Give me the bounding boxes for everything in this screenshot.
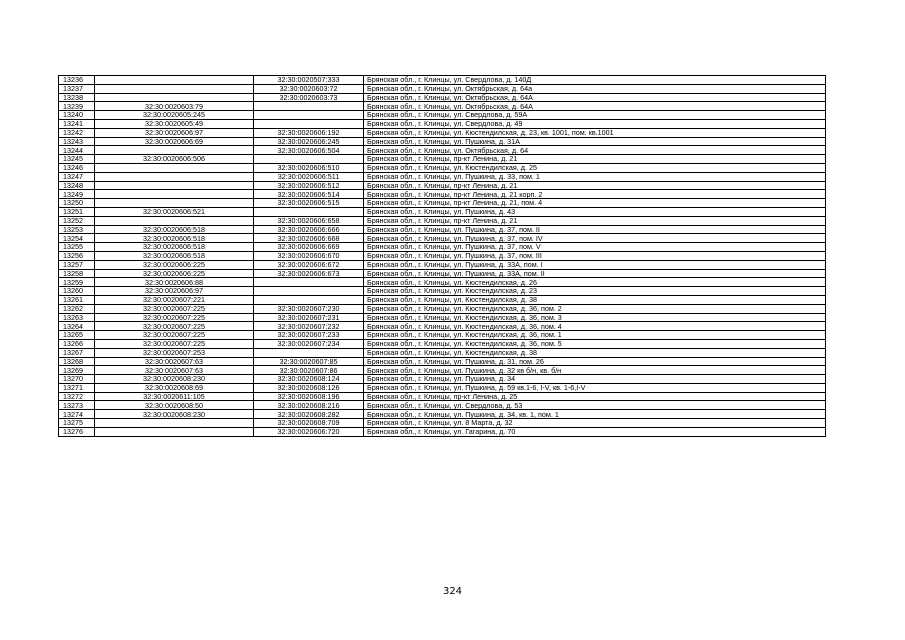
address-cell: Брянская обл., г. Клинцы, ул. Пушкина, д. 31, пом. 26 [364, 357, 826, 366]
table-row [59, 322, 826, 331]
table-row [59, 234, 826, 243]
row-number-cell: 13269 [59, 366, 95, 375]
cadastral-number-cell [95, 216, 254, 225]
object-cadastral-number-cell [254, 111, 364, 120]
table-row [59, 278, 826, 287]
object-cadastral-number-cell [254, 295, 364, 304]
address-cell: Брянская обл., г. Клинцы, ул. Свердлова, д. 53 [364, 401, 826, 410]
object-cadastral-number-cell: 32:30:0020607:232 [254, 322, 364, 331]
cadastral-number-cell: 32:30:0020607:253 [95, 348, 254, 357]
row-number-cell: 13251 [59, 207, 95, 216]
address-cell: Брянская обл., г. Клинцы, ул. Кюстендилская, д. 36, пом. 5 [364, 339, 826, 348]
object-cadastral-number-cell: 32:30:0020606:672 [254, 260, 364, 269]
address-cell: Брянская обл., г. Клинцы, ул. Кюстендилская, д. 38 [364, 295, 826, 304]
table-row [59, 269, 826, 278]
page-number: 324 [442, 586, 463, 597]
cadastral-number-cell: 32:30:0020608:69 [95, 383, 254, 392]
address-cell: Брянская обл., г. Клинцы, ул. Октябрьская, д. 64а [364, 84, 826, 93]
cadastral-number-cell [95, 181, 254, 190]
address-cell: Брянская обл., г. Клинцы, ул. Пушкина, д. 31А [364, 137, 826, 146]
address-cell: Брянская обл., г. Клинцы, пр-кт Ленина, д. 25 [364, 392, 826, 401]
object-cadastral-number-cell: 32:30:0020608:709 [254, 419, 364, 428]
table-row [59, 313, 826, 322]
table-row [59, 419, 826, 428]
cadastral-number-cell: 32:30:0020606:518 [95, 243, 254, 252]
table-row [59, 111, 826, 120]
row-number-cell: 13264 [59, 322, 95, 331]
table-row [59, 146, 826, 155]
row-number-cell: 13239 [59, 102, 95, 111]
object-cadastral-number-cell: 32:30:0020606:669 [254, 243, 364, 252]
object-cadastral-number-cell: 32:30:0020606:720 [254, 427, 364, 436]
address-cell: Брянская обл., г. Клинцы, ул. Пушкина, д. 37, пом. V [364, 243, 826, 252]
cadastral-number-cell [95, 172, 254, 181]
cadastral-number-cell: 32:30:0020607:225 [95, 339, 254, 348]
address-cell: Брянская обл., г. Клинцы, ул. Пушкина, д. 37, пом. III [364, 251, 826, 260]
object-cadastral-number-cell: 32:30:0020606:510 [254, 163, 364, 172]
row-number-cell: 13256 [59, 251, 95, 260]
object-cadastral-number-cell: 32:30:0020607:230 [254, 304, 364, 313]
address-cell: Брянская обл., г. Клинцы, ул. Октябрьская, д. 64 [364, 146, 826, 155]
table-row [59, 383, 826, 392]
table-row [59, 366, 826, 375]
table-row [59, 392, 826, 401]
address-cell: Брянская обл., г. Клинцы, ул. Пушкина, д. 59 кв.1-6, I-V, кв. 1-6,I-V [364, 383, 826, 392]
cadastral-number-cell: 32:30:0020606:506 [95, 155, 254, 164]
cadastral-number-cell: 32:30:0020606:97 [95, 287, 254, 296]
object-cadastral-number-cell: 32:30:0020606:666 [254, 225, 364, 234]
cadastral-number-cell: 32:30:0020607:225 [95, 331, 254, 340]
row-number-cell: 13243 [59, 137, 95, 146]
row-number-cell: 13272 [59, 392, 95, 401]
object-cadastral-number-cell: 32:30:0020606:658 [254, 216, 364, 225]
table-row [59, 93, 826, 102]
cadastral-number-cell: 32:30:0020605:49 [95, 119, 254, 128]
cadastral-number-cell [95, 163, 254, 172]
address-cell: Брянская обл., г. Клинцы, пр-кт Ленина, д. 21 [364, 155, 826, 164]
address-cell: Брянская обл., г. Клинцы, ул. Октябрьская, д. 64А [364, 102, 826, 111]
row-number-cell: 13240 [59, 111, 95, 120]
cadastral-number-cell: 32:30:0020606:225 [95, 260, 254, 269]
table-row [59, 102, 826, 111]
table-row [59, 76, 826, 85]
address-cell: Брянская обл., г. Клинцы, пр-кт Ленина, д. 21, пом. 4 [364, 199, 826, 208]
object-cadastral-number-cell: 32:30:0020607:231 [254, 313, 364, 322]
row-number-cell: 13250 [59, 199, 95, 208]
row-number-cell: 13246 [59, 163, 95, 172]
cadastral-number-cell: 32:30:0020607:221 [95, 295, 254, 304]
cadastral-number-cell: 32:30:0020607:225 [95, 322, 254, 331]
table-row [59, 207, 826, 216]
row-number-cell: 13237 [59, 84, 95, 93]
object-cadastral-number-cell: 32:30:0020606:514 [254, 190, 364, 199]
cadastral-number-cell: 32:30:0020611:105 [95, 392, 254, 401]
table-row [59, 216, 826, 225]
address-cell: Брянская обл., г. Клинцы, пр-кт Ленина, д. 21 корп. 2 [364, 190, 826, 199]
address-cell: Брянская обл., г. Клинцы, ул. Пушкина, д. 43 [364, 207, 826, 216]
object-cadastral-number-cell: 32:30:0020603:72 [254, 84, 364, 93]
address-cell: Брянская обл., г. Клинцы, ул. Свердлова, д. 49 [364, 119, 826, 128]
row-number-cell: 13270 [59, 375, 95, 384]
table-row [59, 243, 826, 252]
address-cell: Брянская обл., г. Клинцы, ул. Свердлова, д. 59А [364, 111, 826, 120]
cadastral-number-cell: 32:30:0020606:518 [95, 225, 254, 234]
cadastral-number-cell: 32:30:0020606:518 [95, 234, 254, 243]
object-cadastral-number-cell [254, 102, 364, 111]
row-number-cell: 13253 [59, 225, 95, 234]
object-cadastral-number-cell: 32:30:0020608:216 [254, 401, 364, 410]
object-cadastral-number-cell [254, 348, 364, 357]
registry-table-body [59, 76, 826, 437]
address-cell: Брянская обл., г. Клинцы, ул. Октябрьская, д. 64А [364, 93, 826, 102]
object-cadastral-number-cell: 32:30:0020607:234 [254, 339, 364, 348]
table-row [59, 163, 826, 172]
object-cadastral-number-cell: 32:30:0020606:673 [254, 269, 364, 278]
address-cell: Брянская обл., г. Клинцы, ул. Кюстендилская, д. 36, пом. 2 [364, 304, 826, 313]
address-cell: Брянская обл., г. Клинцы, ул. 8 Марта, д. 32 [364, 419, 826, 428]
table-row [59, 357, 826, 366]
table-row [59, 410, 826, 419]
table-row [59, 295, 826, 304]
cadastral-number-cell: 32:30:0020607:225 [95, 304, 254, 313]
row-number-cell: 13248 [59, 181, 95, 190]
cadastral-number-cell [95, 190, 254, 199]
address-cell: Брянская обл., г. Клинцы, ул. Кюстендилская, д. 23 [364, 287, 826, 296]
cadastral-number-cell [95, 419, 254, 428]
address-cell: Брянская обл., г. Клинцы, ул. Кюстендилская, д. 26 [364, 278, 826, 287]
address-cell: Брянская обл., г. Клинцы, ул. Пушкина, д. 33А, пом. I [364, 260, 826, 269]
row-number-cell: 13268 [59, 357, 95, 366]
row-number-cell: 13252 [59, 216, 95, 225]
address-cell: Брянская обл., г. Клинцы, пр-кт Ленина, д. 21 [364, 216, 826, 225]
object-cadastral-number-cell: 32:30:0020608:196 [254, 392, 364, 401]
table-row [59, 304, 826, 313]
table-row [59, 225, 826, 234]
object-cadastral-number-cell: 32:30:0020603:73 [254, 93, 364, 102]
object-cadastral-number-cell [254, 119, 364, 128]
row-number-cell: 13236 [59, 76, 95, 85]
row-number-cell: 13262 [59, 304, 95, 313]
address-cell: Брянская обл., г. Клинцы, ул. Кюстендилская, д. 36, пом. 3 [364, 313, 826, 322]
cadastral-number-cell [95, 93, 254, 102]
object-cadastral-number-cell: 32:30:0020606:670 [254, 251, 364, 260]
object-cadastral-number-cell: 32:30:0020606:515 [254, 199, 364, 208]
table-row [59, 155, 826, 164]
object-cadastral-number-cell: 32:30:0020606:511 [254, 172, 364, 181]
object-cadastral-number-cell: 32:30:0020607:86 [254, 366, 364, 375]
address-cell: Брянская обл., г. Клинцы, ул. Пушкина, д. 37, пом. IV [364, 234, 826, 243]
cadastral-number-cell [95, 199, 254, 208]
table-row [59, 181, 826, 190]
cadastral-number-cell: 32:30:0020606:521 [95, 207, 254, 216]
table-row [59, 287, 826, 296]
row-number-cell: 13245 [59, 155, 95, 164]
object-cadastral-number-cell [254, 207, 364, 216]
row-number-cell: 13255 [59, 243, 95, 252]
address-cell: Брянская обл., г. Клинцы, ул. Кюстендилская, д. 25 [364, 163, 826, 172]
row-number-cell: 13242 [59, 128, 95, 137]
address-cell: Брянская обл., г. Клинцы, ул. Пушкина, д. 34, кв. 1, пом. 1 [364, 410, 826, 419]
address-cell: Брянская обл., г. Клинцы, ул. Свердлова, д. 140Д [364, 76, 826, 85]
object-cadastral-number-cell: 32:30:0020607:85 [254, 357, 364, 366]
cadastral-number-cell: 32:30:0020608:230 [95, 410, 254, 419]
table-row [59, 331, 826, 340]
address-cell: Брянская обл., г. Клинцы, ул. Кюстендилская, д. 23, кв. 1001, пом. кв.1001 [364, 128, 826, 137]
object-cadastral-number-cell: 32:30:0020608:282 [254, 410, 364, 419]
cadastral-number-cell [95, 84, 254, 93]
address-cell: Брянская обл., г. Клинцы, ул. Кюстендилская, д. 36, пом. 1 [364, 331, 826, 340]
cadastral-number-cell [95, 76, 254, 85]
object-cadastral-number-cell: 32:30:0020507:333 [254, 76, 364, 85]
table-row [59, 251, 826, 260]
table-row [59, 339, 826, 348]
address-cell: Брянская обл., г. Клинцы, ул. Пушкина, д. 37, пом. II [364, 225, 826, 234]
cadastral-number-cell: 32:30:0020606:88 [95, 278, 254, 287]
table-row [59, 128, 826, 137]
cadastral-number-cell: 32:30:0020607:63 [95, 357, 254, 366]
address-cell: Брянская обл., г. Клинцы, ул. Кюстендилская, д. 38 [364, 348, 826, 357]
row-number-cell: 13257 [59, 260, 95, 269]
row-number-cell: 13244 [59, 146, 95, 155]
table-row [59, 260, 826, 269]
row-number-cell: 13263 [59, 313, 95, 322]
table-row [59, 348, 826, 357]
row-number-cell: 13273 [59, 401, 95, 410]
table-row [59, 401, 826, 410]
row-number-cell: 13247 [59, 172, 95, 181]
cadastral-number-cell: 32:30:0020607:63 [95, 366, 254, 375]
object-cadastral-number-cell: 32:30:0020608:124 [254, 375, 364, 384]
object-cadastral-number-cell: 32:30:0020606:512 [254, 181, 364, 190]
cadastral-number-cell [95, 146, 254, 155]
row-number-cell: 13265 [59, 331, 95, 340]
table-row [59, 84, 826, 93]
table-row [59, 427, 826, 436]
row-number-cell: 13275 [59, 419, 95, 428]
object-cadastral-number-cell: 32:30:0020606:192 [254, 128, 364, 137]
address-cell: Брянская обл., г. Клинцы, ул. Пушкина, д. 33, пом. 1 [364, 172, 826, 181]
object-cadastral-number-cell: 32:30:0020606:668 [254, 234, 364, 243]
row-number-cell: 13259 [59, 278, 95, 287]
cadastral-number-cell: 32:30:0020608:230 [95, 375, 254, 384]
row-number-cell: 13238 [59, 93, 95, 102]
row-number-cell: 13254 [59, 234, 95, 243]
cadastral-number-cell: 32:30:0020606:69 [95, 137, 254, 146]
row-number-cell: 13271 [59, 383, 95, 392]
cadastral-number-cell: 32:30:0020606:518 [95, 251, 254, 260]
cadastral-number-cell: 32:30:0020606:225 [95, 269, 254, 278]
row-number-cell: 13258 [59, 269, 95, 278]
address-cell: Брянская обл., г. Клинцы, ул. Пушкина, д. 33А, пом. II [364, 269, 826, 278]
table-row [59, 199, 826, 208]
cadastral-number-cell: 32:30:0020607:225 [95, 313, 254, 322]
cadastral-number-cell: 32:30:0020605:245 [95, 111, 254, 120]
cadastral-number-cell: 32:30:0020603:79 [95, 102, 254, 111]
address-cell: Брянская обл., г. Клинцы, ул. Пушкина, д. 32 кв б/н, кв. б/н [364, 366, 826, 375]
address-cell: Брянская обл., г. Клинцы, ул. Пушкина, д. 34 [364, 375, 826, 384]
row-number-cell: 13260 [59, 287, 95, 296]
cadastral-number-cell [95, 427, 254, 436]
object-cadastral-number-cell [254, 278, 364, 287]
row-number-cell: 13274 [59, 410, 95, 419]
object-cadastral-number-cell: 32:30:0020606:504 [254, 146, 364, 155]
object-cadastral-number-cell: 32:30:0020606:245 [254, 137, 364, 146]
row-number-cell: 13261 [59, 295, 95, 304]
object-cadastral-number-cell [254, 155, 364, 164]
object-cadastral-number-cell [254, 287, 364, 296]
row-number-cell: 13241 [59, 119, 95, 128]
cadastral-number-cell: 32:30:0020608:50 [95, 401, 254, 410]
row-number-cell: 13249 [59, 190, 95, 199]
cadastral-number-cell: 32:30:0020606:97 [95, 128, 254, 137]
table-row [59, 172, 826, 181]
table-row [59, 190, 826, 199]
row-number-cell: 13276 [59, 427, 95, 436]
object-cadastral-number-cell: 32:30:0020608:126 [254, 383, 364, 392]
registry-table [58, 75, 826, 437]
object-cadastral-number-cell: 32:30:0020607:233 [254, 331, 364, 340]
table-row [59, 137, 826, 146]
table-row [59, 375, 826, 384]
row-number-cell: 13266 [59, 339, 95, 348]
address-cell: Брянская обл., г. Клинцы, ул. Кюстендилская, д. 36, пом. 4 [364, 322, 826, 331]
address-cell: Брянская обл., г. Клинцы, пр-кт Ленина, д. 21 [364, 181, 826, 190]
table-row [59, 119, 826, 128]
row-number-cell: 13267 [59, 348, 95, 357]
address-cell: Брянская обл., г. Клинцы, ул. Гагарина, д. 70 [364, 427, 826, 436]
